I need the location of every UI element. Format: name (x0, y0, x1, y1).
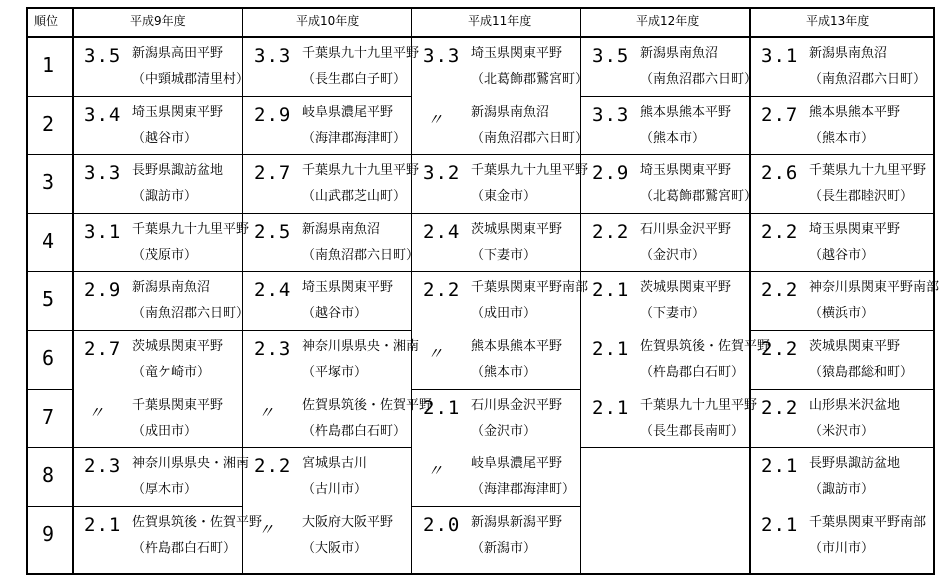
location-name: 茨城県関東平野 (132, 339, 224, 354)
rank-number: 5 (42, 287, 55, 312)
rank-number: 7 (42, 404, 55, 429)
rank-row-divider (26, 389, 72, 390)
location-name: 茨城県関東平野 (471, 221, 563, 237)
location-name: 石川県金沢平野 (640, 221, 732, 237)
subsidence-value: 3.5 (592, 45, 630, 67)
cell-divider (580, 447, 749, 448)
subsidence-value: 〃 (427, 461, 445, 481)
location-detail: （杵島郡白石町） (132, 540, 237, 556)
cell-divider (242, 154, 411, 155)
location-detail: （北葛飾郡鷲宮町） (640, 189, 758, 205)
location-detail: （平塚市） (302, 365, 368, 380)
location-detail: （長生郡白子町） (302, 72, 407, 87)
location-detail: （南魚沼郡六日町） (471, 130, 589, 146)
location-detail: （東金市） (471, 189, 537, 205)
rank-row-divider (26, 154, 72, 155)
location-name: 佐賀県筑後・佐賀平野 (302, 397, 433, 413)
location-detail: （新潟市） (471, 540, 537, 556)
table-border-bottom (26, 573, 935, 575)
location-detail: （猿島郡総和町） (809, 365, 914, 380)
subsidence-value: 2.0 (423, 513, 461, 536)
location-name: 千葉県関東平野南部 (809, 514, 927, 530)
rank-row-divider (26, 96, 72, 97)
subsidence-value: 3.1 (761, 45, 799, 67)
location-detail: （熊本市） (471, 365, 537, 380)
location-name: 千葉県九十九里平野 (132, 221, 250, 237)
location-detail: （越谷市） (302, 306, 368, 322)
location-name: 茨城県関東平野 (809, 339, 901, 354)
subsidence-value: 2.7 (254, 162, 292, 185)
cell-divider (72, 154, 242, 155)
location-detail: （杵島郡白石町） (302, 423, 407, 439)
subsidence-value: 2.1 (592, 279, 630, 302)
subsidence-value: 〃 (258, 519, 276, 539)
location-detail: （海津郡海津町） (471, 482, 576, 498)
rank-row-divider (26, 330, 72, 331)
location-name: 新潟県南魚沼 (132, 280, 211, 296)
cell-divider (749, 389, 933, 390)
cell-divider (580, 154, 749, 155)
location-detail: （米沢市） (809, 423, 875, 439)
year-header: 平成11年度 (468, 14, 532, 28)
location-detail: （南魚沼郡六日町） (132, 306, 250, 322)
subsidence-value: 2.2 (254, 455, 292, 478)
subsidence-value: 2.3 (84, 455, 122, 478)
column-divider-2 (411, 7, 412, 575)
column-divider-1 (242, 7, 243, 575)
location-name: 茨城県関東平野 (640, 280, 732, 296)
location-name: 熊本県熊本平野 (640, 104, 732, 120)
location-name: 新潟県南魚沼 (809, 46, 888, 61)
location-detail: （熊本市） (809, 130, 875, 146)
column-divider-4 (749, 7, 751, 575)
rank-number: 8 (42, 463, 55, 488)
header-divider (26, 36, 935, 38)
cell-divider (580, 271, 749, 272)
rank-row-divider (26, 506, 72, 507)
subsidence-value: 3.2 (423, 162, 461, 185)
location-detail: （長生郡長南町） (640, 423, 745, 439)
location-name: 新潟県南魚沼 (471, 104, 550, 120)
rank-number: 4 (42, 228, 55, 253)
location-detail: （南魚沼郡六日町） (809, 72, 927, 87)
subsidence-value: 〃 (427, 109, 445, 129)
subsidence-value: 2.5 (254, 220, 292, 243)
location-detail: （海津郡海津町） (302, 130, 407, 146)
location-name: 新潟県南魚沼 (640, 46, 719, 61)
location-name: 大阪府大阪平野 (302, 514, 394, 530)
location-detail: （市川市） (809, 540, 875, 556)
location-name: 埼玉県関東平野 (471, 46, 563, 61)
subsidence-value: 2.1 (761, 513, 799, 536)
location-name: 千葉県九十九里平野 (302, 46, 420, 61)
subsidence-value: 2.2 (423, 279, 461, 302)
cell-divider (242, 96, 411, 97)
year-header: 平成12年度 (636, 14, 700, 28)
location-detail: （下妻市） (471, 247, 537, 263)
table-border-top (26, 7, 935, 9)
cell-divider (580, 213, 749, 214)
location-detail: （諏訪市） (132, 189, 198, 205)
location-detail: （山武郡芝山町） (302, 189, 407, 205)
cell-divider (72, 213, 242, 214)
location-detail: （古川市） (302, 482, 368, 498)
cell-divider (72, 447, 242, 448)
location-name: 埼玉県関東平野 (640, 163, 732, 179)
rank-number: 6 (42, 346, 55, 370)
subsidence-value: 2.1 (592, 396, 630, 419)
location-name: 佐賀県筑後・佐賀平野 (132, 514, 263, 530)
cell-divider (411, 389, 580, 390)
subsidence-value: 2.9 (84, 279, 122, 302)
subsidence-value: 〃 (88, 402, 106, 422)
location-detail: （金沢市） (471, 423, 537, 439)
location-name: 千葉県関東平野南部 (471, 280, 589, 296)
cell-divider (242, 447, 411, 448)
cell-divider (72, 96, 242, 97)
location-name: 新潟県新潟平野 (471, 514, 563, 530)
rank-row-divider (26, 447, 72, 448)
cell-divider (411, 154, 580, 155)
year-header: 平成9年度 (130, 14, 186, 28)
subsidence-value: 2.2 (761, 396, 799, 419)
cell-divider (749, 96, 933, 97)
subsidence-value: 2.1 (84, 513, 122, 536)
location-detail: （中頸城郡清里村） (132, 72, 250, 87)
cell-divider (72, 330, 242, 331)
rank-number: 2 (42, 111, 55, 136)
location-name: 千葉県関東平野 (132, 397, 224, 413)
cell-divider (242, 271, 411, 272)
rank-number: 1 (42, 53, 55, 77)
subsidence-value: 2.1 (592, 338, 630, 360)
subsidence-value: 3.3 (423, 45, 461, 67)
location-detail: （北葛飾郡鷲宮町） (471, 72, 589, 87)
location-name: 山形県米沢盆地 (809, 397, 901, 413)
location-name: 埼玉県関東平野 (809, 221, 901, 237)
location-name: 埼玉県関東平野 (132, 104, 224, 120)
subsidence-value: 3.3 (254, 45, 292, 67)
subsidence-value: 2.6 (761, 162, 799, 185)
location-detail: （下妻市） (640, 306, 706, 322)
cell-divider (749, 447, 933, 448)
cell-divider (72, 506, 242, 507)
location-detail: （大阪市） (302, 540, 368, 556)
subsidence-value: 2.9 (592, 162, 630, 185)
location-detail: （南魚沼郡六日町） (302, 247, 420, 263)
location-detail: （杵島郡白石町） (640, 365, 745, 380)
rank-number: 9 (42, 521, 55, 546)
location-name: 埼玉県関東平野 (302, 280, 394, 296)
cell-divider (72, 271, 242, 272)
cell-divider (580, 96, 749, 97)
location-name: 神奈川県関東平野南部 (809, 280, 940, 296)
cell-divider (749, 213, 933, 214)
subsidence-value: 2.1 (761, 455, 799, 478)
location-detail: （南魚沼郡六日町） (640, 72, 758, 87)
location-name: 佐賀県筑後・佐賀平野 (640, 339, 771, 354)
subsidence-value: 2.4 (254, 279, 292, 302)
subsidence-value: 2.2 (592, 220, 630, 243)
location-name: 新潟県南魚沼 (302, 221, 381, 237)
location-detail: （金沢市） (640, 247, 706, 263)
year-header: 平成13年度 (806, 14, 870, 28)
location-name: 熊本県熊本平野 (471, 339, 563, 354)
subsidence-value: 2.9 (254, 103, 292, 126)
rank-row-divider (26, 213, 72, 214)
cell-divider (749, 154, 933, 155)
subsidence-value: 2.3 (254, 338, 292, 360)
table-border-left (26, 7, 28, 575)
location-detail: （成田市） (471, 306, 537, 322)
subsidence-value: 2.2 (761, 338, 799, 360)
location-detail: （成田市） (132, 423, 198, 439)
subsidence-value: 3.3 (84, 162, 122, 185)
location-detail: （横浜市） (809, 306, 875, 322)
subsidence-value: 2.1 (423, 396, 461, 419)
location-name: 岐阜県濃尾平野 (471, 456, 563, 472)
subsidence-value: 2.7 (84, 338, 122, 360)
subsidence-value: 3.3 (592, 103, 630, 126)
location-detail: （熊本市） (640, 130, 706, 146)
location-name: 千葉県九十九里平野 (302, 163, 420, 179)
subsidence-value: 〃 (427, 344, 445, 363)
subsidence-value: 2.2 (761, 279, 799, 302)
location-detail: （諏訪市） (809, 482, 875, 498)
location-name: 石川県金沢平野 (471, 397, 563, 413)
location-name: 神奈川県県央・湘南 (132, 456, 250, 472)
cell-divider (749, 330, 933, 331)
subsidence-value: 〃 (258, 402, 276, 422)
location-detail: （越谷市） (132, 130, 198, 146)
location-name: 神奈川県県央・湘南 (302, 339, 420, 354)
cell-divider (411, 271, 580, 272)
subsidence-value: 2.7 (761, 103, 799, 126)
location-name: 長野県諏訪盆地 (809, 456, 901, 472)
cell-divider (411, 213, 580, 214)
location-name: 千葉県九十九里平野 (471, 163, 589, 179)
subsidence-value: 3.4 (84, 103, 122, 126)
subsidence-value: 3.1 (84, 220, 122, 243)
location-detail: （厚木市） (132, 482, 198, 498)
subsidence-value: 2.4 (423, 220, 461, 243)
cell-divider (242, 330, 411, 331)
location-name: 熊本県熊本平野 (809, 104, 901, 120)
location-name: 長野県諏訪盆地 (132, 163, 224, 179)
location-detail: （長生郡睦沢町） (809, 189, 914, 205)
location-detail: （越谷市） (809, 247, 875, 263)
cell-divider (242, 213, 411, 214)
location-name: 宮城県古川 (302, 456, 368, 472)
cell-divider (411, 506, 580, 507)
subsidence-value: 2.2 (761, 220, 799, 243)
location-name: 新潟県高田平野 (132, 46, 224, 61)
location-detail: （竜ケ崎市） (132, 365, 211, 380)
location-name: 千葉県九十九里平野 (640, 397, 758, 413)
rank-header: 順位 (34, 14, 59, 28)
rank-row-divider (26, 271, 72, 272)
location-detail: （茂原市） (132, 247, 198, 263)
cell-divider (749, 271, 933, 272)
rank-number: 3 (42, 170, 55, 195)
rank-column-divider (72, 7, 74, 575)
location-name: 千葉県九十九里平野 (809, 163, 927, 179)
location-name: 岐阜県濃尾平野 (302, 104, 394, 120)
year-header: 平成10年度 (296, 14, 360, 28)
subsidence-value: 3.5 (84, 45, 122, 67)
